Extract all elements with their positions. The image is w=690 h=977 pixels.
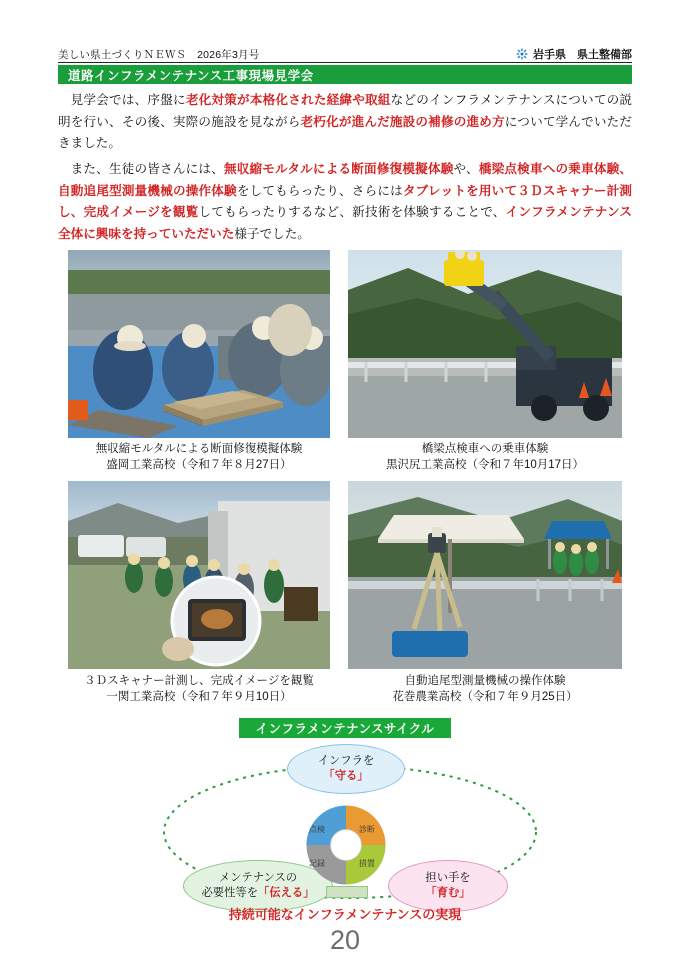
header-org	[515, 46, 632, 62]
bubble-line-1: メンテナンスの	[218, 872, 298, 885]
wheel-label-diagnosis: 診断	[359, 825, 375, 834]
caption-line-1: 橋梁点検車への乗車体験	[421, 443, 549, 455]
photo-mortar-repair	[68, 250, 330, 438]
caption-line-2: 盛岡工業高校（令和７年８月27日）	[106, 459, 292, 472]
bubble-line-1: インフラを	[317, 755, 375, 768]
header-org-label: 岩手県 県土整備部	[533, 49, 632, 61]
caption-line-1: 自動追尾型測量機械の操作体験	[404, 675, 566, 687]
caption-line-1: ３Ｄスキャナー計測し、完成イメージを観覧	[84, 675, 314, 687]
article-body	[58, 90, 632, 250]
photo-caption-3	[60, 673, 338, 706]
section-title: 道路インフラメンテナンス工事現場見学会	[68, 68, 314, 83]
caption-line-2: 黒沢尻工業高校（令和７年10月17日）	[385, 459, 585, 472]
cycle-wheel-icon	[303, 802, 389, 888]
wheel-base	[326, 886, 368, 898]
header-title: 美しい県土づくりＮＥＷＳ 2026年3月号	[58, 49, 260, 61]
caption-line-1: 無収縮モルタルによる断面修復模擬体験	[95, 443, 303, 455]
bubble-line-2: 必要性等を「伝える」	[201, 887, 315, 899]
header-divider	[58, 62, 632, 63]
maintenance-cycle-diagram	[58, 718, 632, 928]
photo-bridge-inspection-vehicle	[348, 250, 622, 438]
diagram-title: インフラメンテナンスサイクル	[239, 718, 451, 738]
iwate-pref-logo-icon	[515, 47, 529, 61]
photo-caption-1	[60, 441, 338, 474]
photo-caption-4	[344, 673, 626, 706]
section-title-bar	[58, 65, 632, 84]
caption-line-2: 一関工業高校（令和７年９月10日）	[106, 691, 292, 704]
bubble-line-2: 「育む」	[425, 887, 471, 899]
bubble-line-2: 「守る」	[323, 770, 369, 782]
paragraph-1: 見学会では、序盤に老化対策が本格化された経緯や取組などのインフラメンテナンスについての説明を行い、その後、実際の施設を見ながら老朽化が進んだ施設の補修の進め方について学んでいただきました。	[58, 93, 633, 151]
page-header	[58, 42, 632, 62]
photo-caption-2	[344, 441, 626, 474]
wheel-label-record: 記録	[309, 859, 325, 868]
bubble-line-1: 担い手を	[425, 872, 471, 885]
wheel-label-measures: 措置	[359, 859, 375, 868]
cycle-wheel	[303, 802, 389, 888]
paragraph-2: また、生徒の皆さんには、無収縮モルタルによる断面修復模擬体験や、橋梁点検車への乗車体験、自動追尾型測量機械の操作体験をしてもらったり、さらにはタブレットを用いて３Ｄスキャナー計測し、完成イメージを観覧してもらったりするなど、新技術を体験することで、インフラメンテナンス全体に興味を持っていただいた様子でした。	[58, 161, 633, 241]
diagram-footer-text: 持続可能なインフラメンテナンスの実現	[228, 907, 462, 922]
caption-line-2: 花巻農業高校（令和７年９月25日）	[392, 691, 578, 704]
wheel-label-inspection: 点検	[309, 825, 325, 834]
photo-auto-tracking-survey	[348, 481, 622, 669]
photo-3d-scanner	[68, 481, 330, 669]
page-number: 20	[329, 925, 361, 955]
bubble-protect-infrastructure	[287, 744, 405, 794]
